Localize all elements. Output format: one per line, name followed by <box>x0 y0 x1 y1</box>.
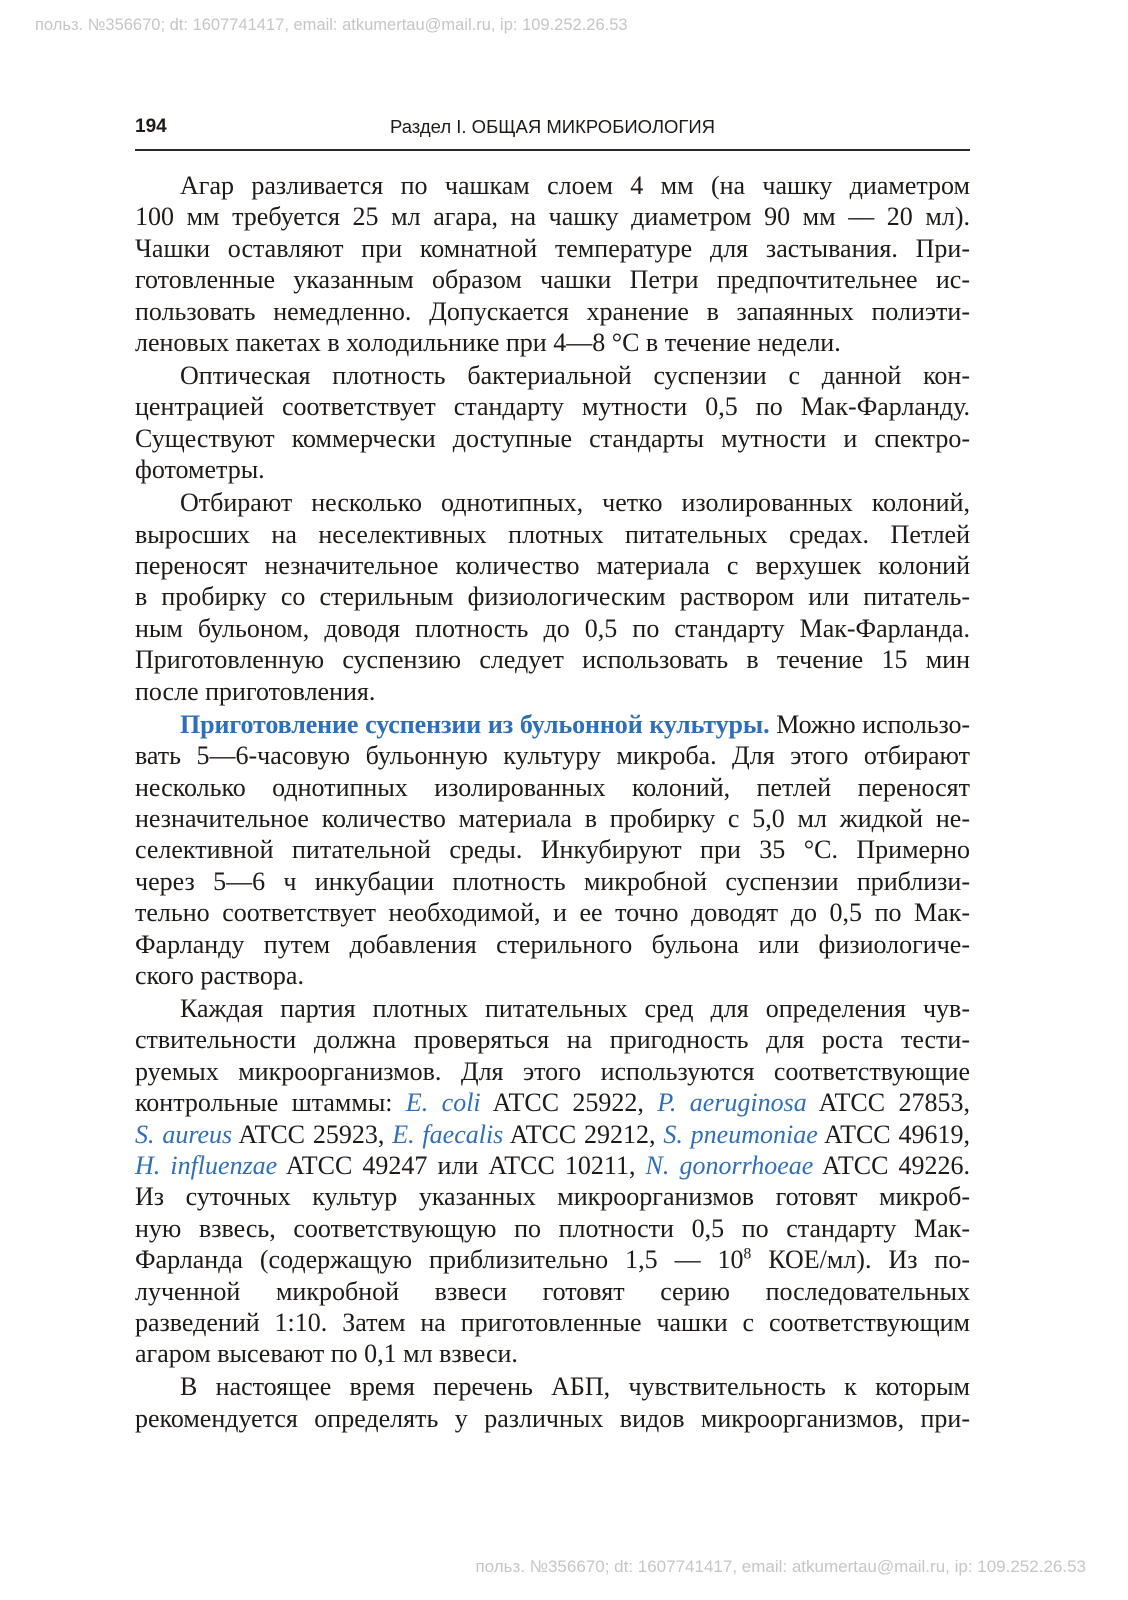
running-title: Раздел I. ОБЩАЯ МИКРОБИОЛОГИЯ <box>389 116 716 137</box>
species-name: E. coli <box>405 1088 481 1118</box>
paragraph <box>135 487 970 707</box>
text-line: Фарланду путем добавления стерильного бульона или физиологиче- <box>135 929 970 959</box>
body-text <box>135 170 970 1436</box>
species-name: S. aureus <box>135 1119 233 1149</box>
text-line: ным бульоном, доводя плотность до 0,5 по стандарту Мак-Фарланда. <box>135 613 970 643</box>
species-name: P. aeruginosa <box>657 1088 807 1118</box>
text-run: ATCC 29212, <box>503 1119 664 1149</box>
text-run: КОЕ/мл). Из по- <box>751 1245 971 1275</box>
page-number: 194 <box>135 116 167 137</box>
text-line: в пробирку со стерильным физиологическим раствором или питатель- <box>135 582 970 612</box>
text-line: переносят незначительное количество материала с верхушек колоний <box>135 551 970 581</box>
text-run: ATCC 25923, <box>232 1119 393 1149</box>
text-line: Из суточных культур указанных микроорганизмов готовят микроб- <box>135 1182 970 1212</box>
text-line: пользовать немедленно. Допускается хранение в запаянных полиэти- <box>135 296 970 326</box>
paragraph <box>135 709 970 992</box>
text-line: лученной микробной взвеси готовят серию последовательных <box>135 1276 970 1306</box>
species-name: E. faecalis <box>392 1119 504 1149</box>
header-rule <box>135 149 970 151</box>
text-line: агаром высевают по 0,1 мл взвеси. <box>135 1339 518 1369</box>
text-line: готовленные указанным образом чашки Петри предпочтительнее ис- <box>135 265 970 295</box>
text-line: ную взвесь, соответствующую по плотности 0,5 по стандарту Мак- <box>135 1213 970 1243</box>
text-line: Оптическая плотность бактериальной суспензии с данной кон- <box>180 361 970 391</box>
text-line: ствительности должна проверяться на пригодность для роста тести- <box>135 1025 970 1055</box>
text-run: ATCC 49619, <box>817 1119 970 1149</box>
species-name: H. influenzae <box>135 1150 278 1180</box>
text-line: Существуют коммерчески доступные стандарты мутности и спектро- <box>135 423 970 453</box>
text-line: Приготовленную суспензию следует использовать в течение 15 мин <box>135 645 970 675</box>
text-line: В настоящее время перечень АБП, чувствительность к которым <box>180 1372 970 1402</box>
text-run: ATCC 49226. <box>813 1150 970 1180</box>
running-head <box>135 114 970 140</box>
text-run: Фарланда (содержащую приблизительно 1,5 — 10 <box>135 1245 744 1275</box>
text-line: Каждая партия плотных питательных сред для определения чув- <box>180 993 970 1023</box>
text-line: руемых микроорганизмов. Для этого используются соответствующие <box>135 1056 970 1086</box>
paragraph <box>135 170 970 358</box>
paragraph <box>135 1371 970 1434</box>
text-line: несколько однотипных изолированных колоний, петлей переносят <box>135 772 970 802</box>
exponent: 8 <box>743 1245 752 1263</box>
text-line: через 5—6 ч инкубации плотность микробной суспензии приблизи- <box>135 866 970 896</box>
text-run: Можно использо- <box>769 709 970 739</box>
text-line: ского раствора. <box>135 960 304 990</box>
text-line: тельно соответствует необходимой, и ее точно доводят до 0,5 по Мак- <box>135 898 970 928</box>
text-line: селективной питательной среды. Инкубируют при 35 °С. Примерно <box>135 835 970 865</box>
species-name: N. gonorrhoeae <box>645 1150 814 1180</box>
run-in-heading: Приготовление суспензии из бульонной культуры. <box>180 709 770 739</box>
text-line: леновых пакетах в холодильнике при 4—8 °С в течение недели. <box>135 328 841 358</box>
paragraph <box>135 360 970 486</box>
text-line <box>135 709 970 740</box>
text-line <box>135 1150 970 1181</box>
paragraph <box>135 993 970 1370</box>
text-run: ATCC 27853, <box>806 1088 970 1118</box>
text-line: центрацией соответствует стандарту мутности 0,5 по Мак-Фарланду. <box>135 392 970 422</box>
text-line: разведений 1:10. Затем на приготовленные чашки с соответствующим <box>135 1308 970 1337</box>
text-line: 100 мм требуется 25 мл агара, на чашку диаметром 90 мм — 20 мл). <box>135 202 970 232</box>
text-line: выросших на неселективных плотных питательных средах. Петлей <box>135 519 970 549</box>
text-line: Отбирают несколько однотипных, четко изолированных колоний, <box>180 488 970 518</box>
watermark-bottom: польз. №356670; dt: 1607741417, email: atkumertau@mail.ru, ip: 109.252.26.53 <box>475 1557 1086 1576</box>
text-run: ATCC 25922, <box>480 1088 658 1118</box>
watermark-top: польз. №356670; dt: 1607741417, email: atkumertau@mail.ru, ip: 109.252.26.53 <box>35 16 628 34</box>
text-line: вать 5—6-часовую бульонную культуру микроба. Для этого отбирают <box>135 741 970 771</box>
text-run: контрольные штаммы: <box>135 1088 406 1118</box>
text-line: фотометры. <box>135 455 265 485</box>
text-line: рекомендуется определять у различных видов микроорганизмов, при- <box>135 1403 970 1433</box>
text-line <box>135 1087 970 1118</box>
species-name: S. pneumoniae <box>663 1119 818 1149</box>
text-line: после приготовления. <box>135 676 376 706</box>
text-line: Чашки оставляют при комнатной температуре для застывания. При- <box>135 233 970 263</box>
text-line: незначительное количество материала в пробирку с 5,0 мл жидкой не- <box>135 803 970 833</box>
text-line <box>135 1119 970 1150</box>
text-line: Агар разливается по чашкам слоем 4 мм (на чашку диаметром <box>180 171 970 200</box>
text-line <box>135 1244 970 1275</box>
text-run: ATCC 49247 или ATCC 10211, <box>277 1150 646 1180</box>
